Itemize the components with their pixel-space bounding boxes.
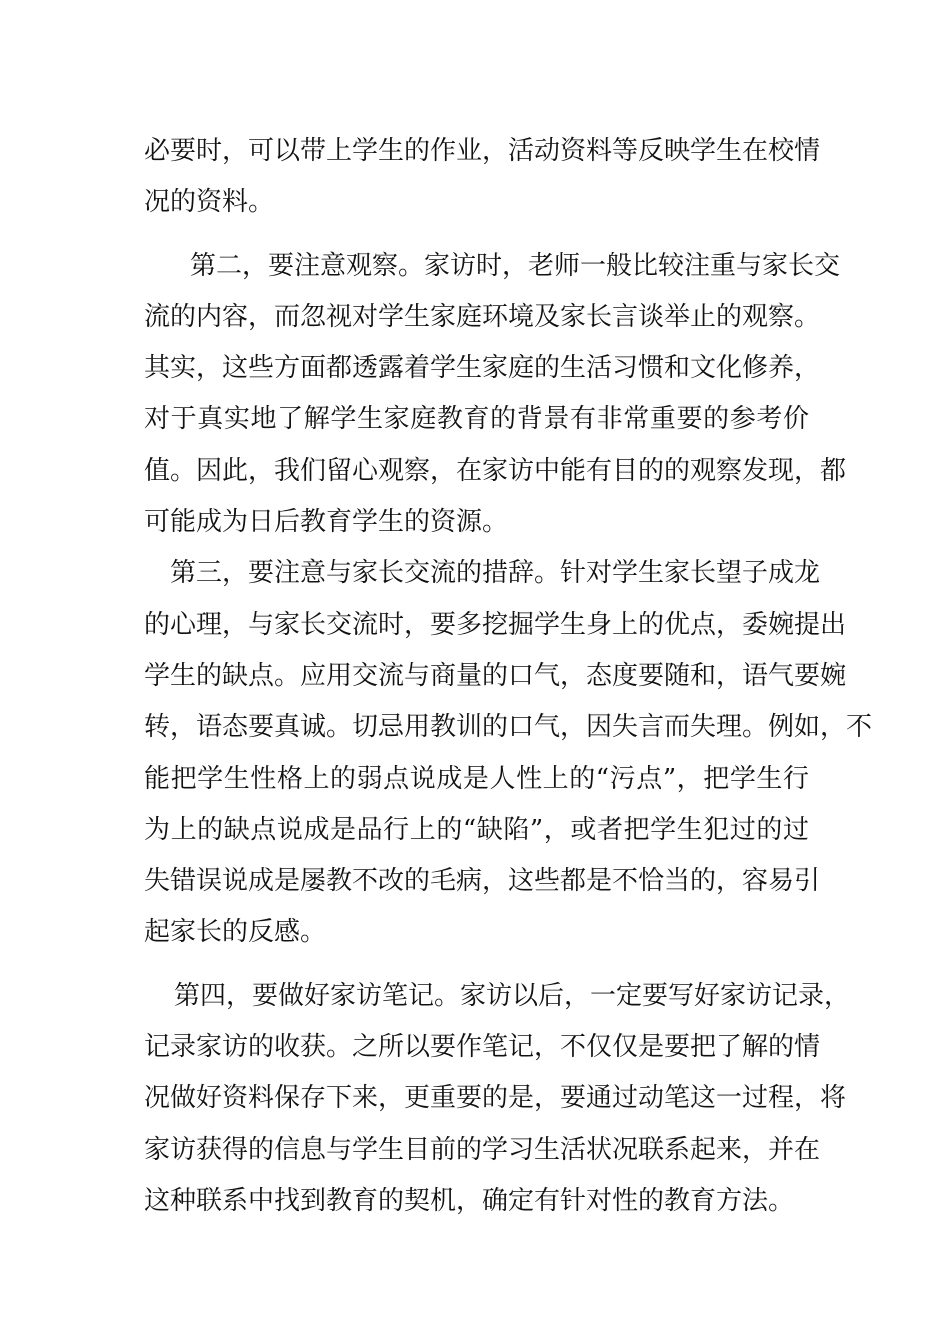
text-line: 家访获得的信息与学生目前的学习生活状况联系起来，并在 <box>144 1134 821 1165</box>
text-line: 流的内容，而忽视对学生家庭环境及家长言谈举止的观察。 <box>144 301 821 332</box>
text-line: 记录家访的收获。之所以要作笔记，不仅仅是要把了解的情 <box>144 1032 821 1063</box>
paragraph-gap <box>144 959 809 971</box>
text-line: 第四，要做好家访笔记。家访以后，一定要写好家访记录， <box>174 980 851 1011</box>
text-line: 学生的缺点。应用交流与商量的口气，态度要随和，语气要婉 <box>144 660 847 691</box>
text-line: 失错误说成是屡教不改的毛病，这些都是不恰当的，容易引 <box>144 866 821 897</box>
text-line: 这种联系中找到教育的契机，确定有针对性的教育方法。 <box>144 1185 795 1216</box>
text-line: 况做好资料保存下来，更重要的是，要通过动笔这一过程，将 <box>144 1083 847 1114</box>
text-line: 况的资料。 <box>144 187 275 218</box>
paragraph <box>144 971 851 1227</box>
paragraph <box>144 241 847 549</box>
text-line: 能把学生性格上的弱点说成是人性上的“污点”，把学生行 <box>144 763 809 794</box>
document-body <box>144 126 873 1227</box>
paragraph <box>144 548 873 958</box>
text-line: 其实，这些方面都透露着学生家庭的生活习惯和文化修养， <box>144 353 821 384</box>
text-line: 对于真实地了解学生家庭教育的背景有非常重要的参考价 <box>144 404 809 435</box>
text-line: 可能成为日后教育学生的资源。 <box>144 507 509 538</box>
text-line: 第三，要注意与家长交流的措辞。针对学生家长望子成龙 <box>170 558 821 589</box>
text-line: 转，语态要真诚。切忌用教训的口气，因失言而失理。例如，不 <box>144 712 873 743</box>
text-line: 第二，要注意观察。家访时，老师一般比较注重与家长交 <box>190 250 841 281</box>
paragraph-gap <box>144 229 809 241</box>
text-line: 起家长的反感。 <box>144 917 327 948</box>
text-line: 必要时，可以带上学生的作业，活动资料等反映学生在校情 <box>144 136 821 166</box>
paragraph <box>144 126 821 229</box>
text-line: 为上的缺点说成是品行上的“缺陷”，或者把学生犯过的过 <box>144 814 809 845</box>
text-line: 值。因此，我们留心观察，在家访中能有目的的观察发现，都 <box>144 455 847 486</box>
text-line: 的心理，与家长交流时，要多挖掘学生身上的优点，委婉提出 <box>144 609 847 640</box>
